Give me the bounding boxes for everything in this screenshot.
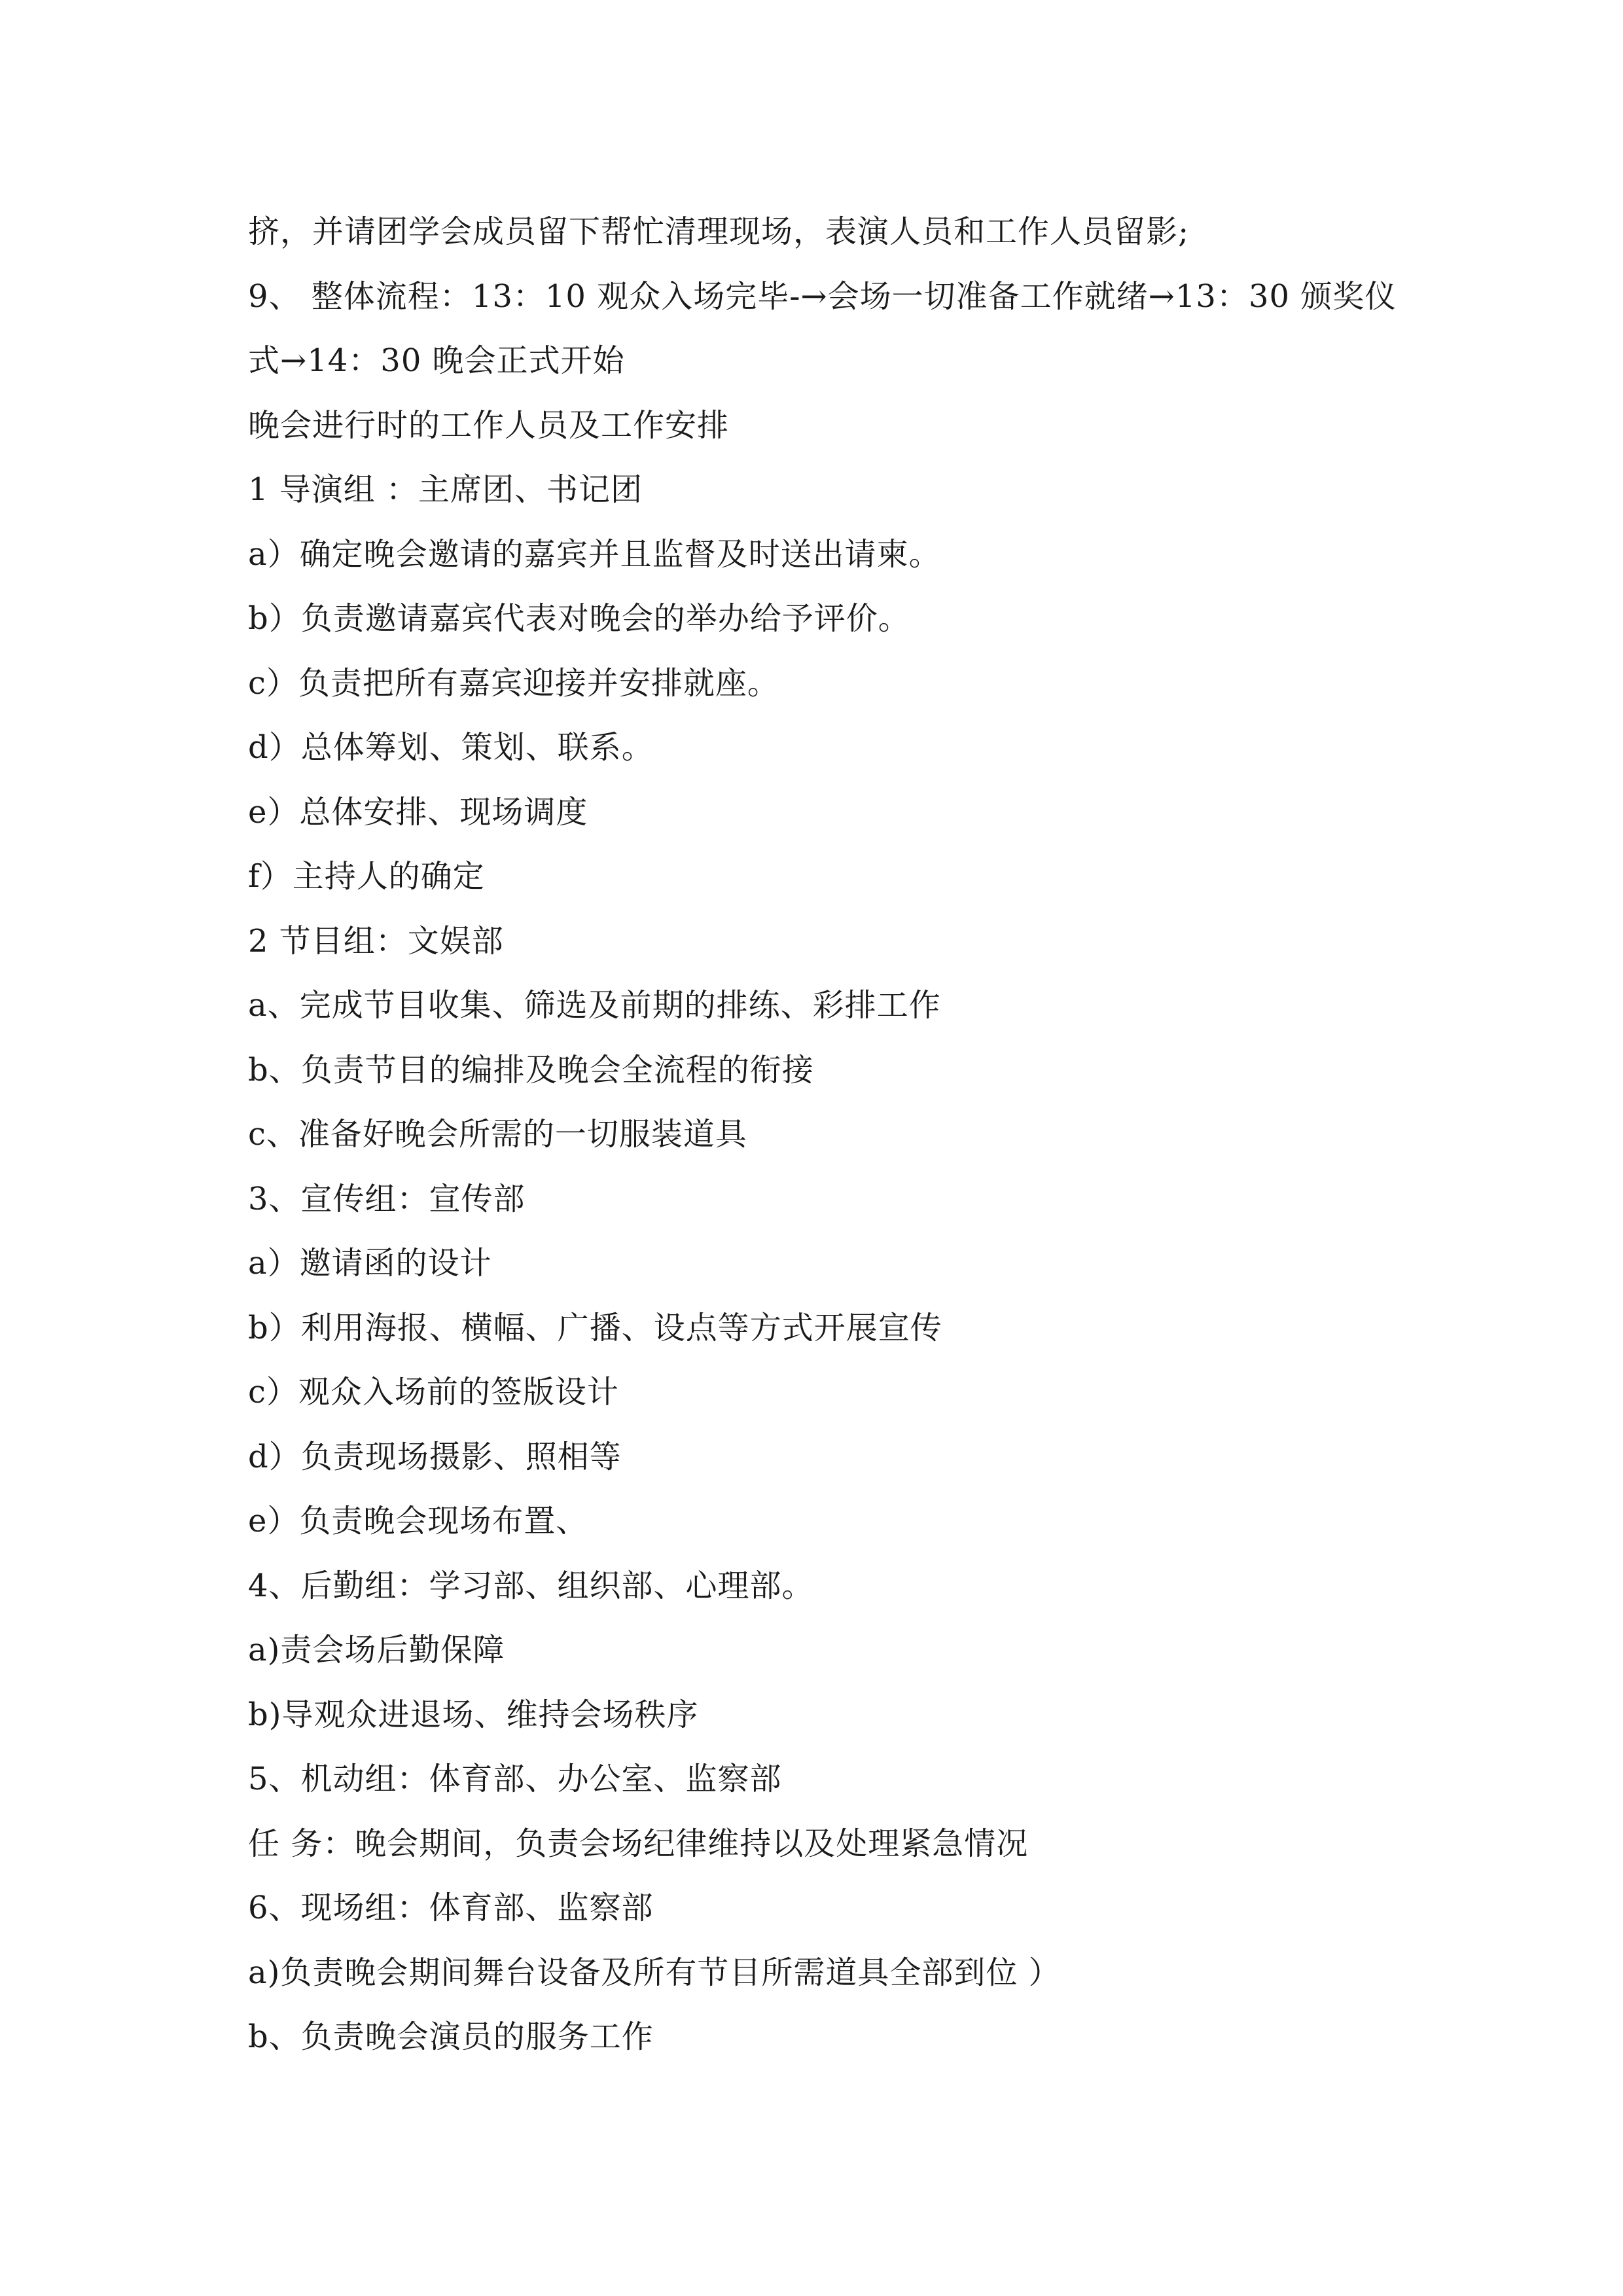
- list-item: b)导观众进退场、维持会场秩序: [248, 1696, 699, 1733]
- list-item: b）负责邀请嘉宾代表对晚会的举办给予评价。: [248, 600, 910, 637]
- list-item: b）利用海报、横幅、广播、设点等方式开展宣传: [248, 1309, 942, 1346]
- list-item: d）总体筹划、策划、联系。: [248, 729, 654, 766]
- document-body: [248, 200, 1413, 2070]
- list-item: c、准备好晚会所需的一切服装道具: [248, 1116, 747, 1153]
- group-heading: 3、宣传组：宣传部: [248, 1180, 526, 1217]
- group-heading: 6、现场组：体育部、监察部: [248, 1890, 654, 1926]
- list-item: c）负责把所有嘉宾迎接并安排就座。: [248, 664, 779, 702]
- section-heading: 晚会进行时的工作人员及工作安排: [248, 406, 730, 444]
- list-item: a)责会场后勤保障: [248, 1632, 505, 1668]
- list-item: b、负责节目的编排及晚会全流程的衔接: [248, 1051, 814, 1088]
- list-item: 任 务：晚会期间，负责会场纪律维持以及处理紧急情况: [248, 1825, 1029, 1862]
- group-heading: 5、机动组：体育部、办公室、监察部: [248, 1761, 782, 1797]
- list-item: a）确定晚会邀请的嘉宾并且监督及时送出请柬。: [248, 535, 941, 573]
- list-item: c）观众入场前的签版设计: [248, 1374, 619, 1410]
- group-heading: 2 节目组：文娱部: [248, 922, 504, 960]
- list-item: a)负责晚会期间舞台设备及所有节目所需道具全部到位 ）: [248, 1954, 1061, 1991]
- list-item: b、负责晚会演员的服务工作: [248, 2018, 654, 2055]
- text-line: 挤，并请团学会成员留下帮忙清理现场，表演人员和工作人员留影;: [248, 213, 1190, 250]
- group-heading: 4、后勤组：学习部、组织部、心理部。: [248, 1567, 814, 1604]
- list-item: f）主持人的确定: [248, 858, 485, 895]
- list-item: e）总体安排、现场调度: [248, 793, 588, 831]
- group-heading: 1 导演组 ：主席团、书记团: [248, 471, 643, 508]
- list-item: a）邀请函的设计: [248, 1245, 492, 1282]
- list-item: d）负责现场摄影、照相等: [248, 1438, 622, 1475]
- list-item: a、完成节目收集、筛选及前期的排练、彩排工作: [248, 987, 941, 1024]
- list-item: e）负责晚会现场布置、: [248, 1503, 588, 1539]
- text-line: 式→14：30 晚会正式开始: [248, 342, 625, 379]
- text-line: 9、 整体流程：13：10 观众入场完毕-→会场一切准备工作就绪→13：30 颁奖仪: [248, 278, 1397, 315]
